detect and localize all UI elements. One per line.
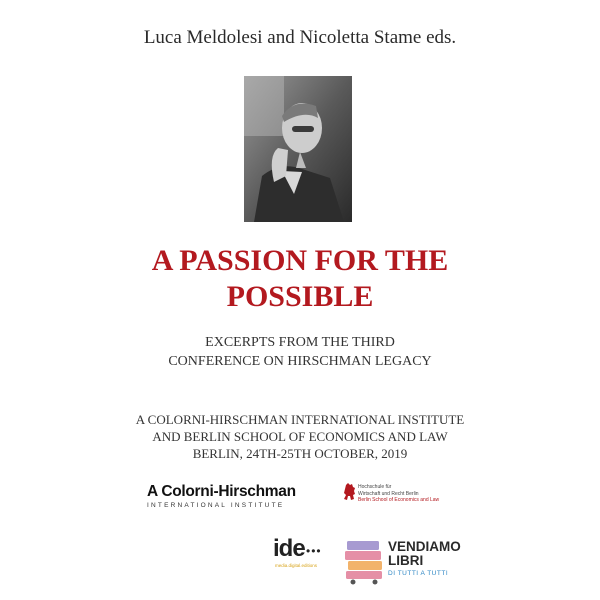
vendiamo-text: [388, 540, 461, 577]
vendiamo-line-3: DI TUTTI A TUTTI: [388, 570, 449, 577]
institute-line-1: A COLORNI-HIRSCHMAN INTERNATIONAL INSTITUTE: [135, 412, 465, 427]
subtitle-line-1: EXCERPTS FROM THE THIRD: [205, 335, 395, 350]
institute-block: [0, 411, 600, 462]
institute-line-2: AND BERLIN SCHOOL OF ECONOMICS AND LAW: [152, 429, 448, 444]
book-title: [0, 243, 600, 315]
institute-line-3: BERLIN, 24TH-25TH OCTOBER, 2019: [192, 446, 408, 461]
bear-icon: [343, 483, 356, 501]
vendiamo-libri-logo: [345, 539, 465, 587]
colorni-logo-tagline: INTERNATIONAL INSTITUTE: [147, 502, 285, 509]
ide-logo-sub: media.digital.editions: [275, 563, 318, 568]
hwr-line-2: Wirtschaft und Recht Berlin: [358, 490, 419, 497]
vendiamo-line-2: LIBRI: [388, 553, 424, 568]
title-line-2: POSSIBLE: [226, 280, 374, 313]
ide-logo: [273, 536, 333, 572]
book-subtitle: [0, 333, 600, 371]
title-line-1: A PASSION FOR THE: [151, 244, 449, 277]
ide-logo-mark: ide: [273, 535, 305, 562]
colorni-logo-name: A Colorni-Hirschman: [147, 483, 296, 500]
books-icon: [345, 541, 385, 585]
colorni-hirschman-logo: [147, 483, 296, 509]
hwr-line-1: Hochschule für: [358, 484, 392, 490]
author-photo: [244, 76, 352, 222]
hwr-text: [358, 484, 439, 504]
hwr-berlin-logo: [343, 483, 473, 527]
subtitle-line-2: CONFERENCE ON HIRSCHMAN LEGACY: [168, 354, 432, 369]
ide-dots-icon: •••: [306, 544, 322, 558]
editors: Luca Meldolesi and Nicoletta Stame eds.: [143, 27, 457, 48]
vendiamo-line-1: VENDIAMO: [388, 539, 461, 554]
hwr-line-3: Berlin School of Economics and Law: [358, 497, 440, 503]
